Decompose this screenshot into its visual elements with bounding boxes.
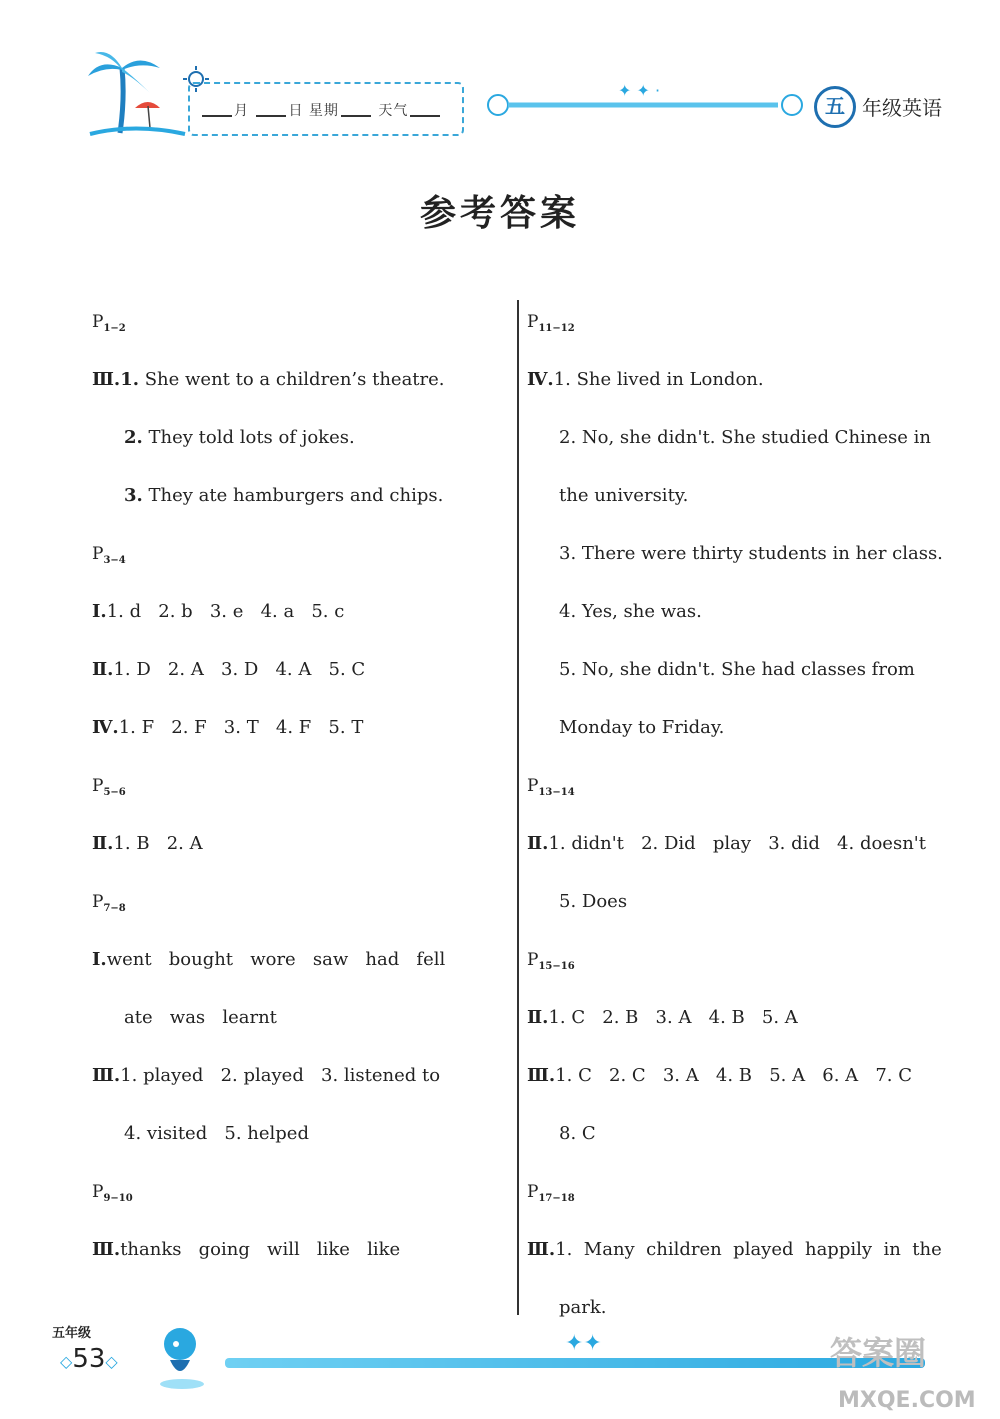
answer-text: 1. didn't 2. Did play 3. did 4. doesn't (548, 833, 926, 854)
answer-text: 1. F 2. F 3. T 4. F 5. T (118, 717, 364, 738)
watermark-url: MXQE.COM (838, 1388, 976, 1413)
section-numeral: Ⅱ. (527, 1007, 549, 1028)
page-reference-range: 5−6 (103, 787, 126, 798)
page-reference (527, 1180, 575, 1211)
answer-text: 1. C 2. B 3. A 4. B 5. A (548, 1007, 798, 1028)
page-reference-p: P (527, 950, 539, 970)
page-reference (92, 542, 126, 573)
answer-line (92, 948, 445, 972)
page-number-value: 53 (72, 1344, 106, 1374)
section-numeral: Ⅲ. (92, 1065, 121, 1086)
page-reference (527, 310, 575, 341)
section-numeral: Ⅱ. (527, 833, 549, 854)
svg-text:✦ ✦ ·: ✦ ✦ · (618, 81, 661, 100)
page-reference-p: P (92, 776, 104, 796)
day-label: 日 (288, 103, 304, 119)
section-numeral: Ⅳ. (92, 717, 119, 738)
answer-text: 1. C 2. C 3. A 4. B 5. A 6. A 7. C (555, 1065, 912, 1086)
section-numeral: Ⅲ. (527, 1239, 556, 1260)
answer-line (559, 426, 931, 450)
page-reference-range: 13−14 (538, 787, 575, 798)
page-reference-p: P (92, 892, 104, 912)
column-divider (517, 300, 519, 1315)
page-reference-p: P (527, 776, 539, 796)
answer-line (559, 1296, 607, 1320)
weather-label: 天气 (378, 103, 409, 119)
answer-text: 1. d 2. b 3. e 4. a 5. c (106, 601, 345, 622)
answer-text: 2. No, she didn't. She studied Chinese in (559, 427, 932, 448)
answer-text: 5. No, she didn't. She had classes from (559, 659, 915, 680)
answer-line (92, 658, 365, 682)
answer-text: Monday to Friday. (559, 717, 725, 738)
section-numeral: Ⅲ. (92, 369, 121, 390)
answer-text: 3. There were thirty students in her class. (559, 543, 943, 564)
answer-text: She went to a children’s theatre. (138, 369, 445, 390)
answer-text: 1. She lived in London. (553, 369, 764, 390)
answer-text: They told lots of jokes. (142, 427, 355, 448)
decorative-line (478, 80, 813, 125)
page-reference-range: 3−4 (103, 555, 126, 566)
answer-line (124, 426, 355, 450)
page-reference-p: P (527, 1182, 539, 1202)
answer-text: park. (559, 1297, 607, 1318)
page-reference-range: 1−2 (103, 323, 126, 334)
answer-text: 1. B 2. A (113, 833, 203, 854)
section-numeral: Ⅳ. (527, 369, 554, 390)
book-label: 年级英语 (862, 96, 942, 120)
section-numeral: Ⅲ. (527, 1065, 556, 1086)
cartoon-child-icon (152, 1322, 212, 1392)
answer-line (92, 832, 203, 856)
answer-line (92, 1238, 400, 1262)
question-number: 3. (124, 485, 143, 506)
answer-line (124, 1006, 277, 1030)
answer-line (527, 1064, 912, 1088)
answer-text: 4. visited 5. helped (124, 1123, 309, 1144)
sparkle-icon (565, 1326, 610, 1358)
answer-line (527, 1238, 942, 1262)
watermark-logo: 答案圈 (830, 1334, 927, 1372)
answer-text: thanks going will like like (120, 1239, 401, 1260)
footer-bar (225, 1358, 925, 1368)
answer-line (92, 600, 344, 624)
answer-text: ate was learnt (124, 1007, 277, 1028)
page-reference (92, 774, 126, 805)
answer-text: 1. D 2. A 3. D 4. A 5. C (113, 659, 366, 680)
month-label: 月 (234, 103, 249, 119)
svg-text:✦✦: ✦✦ (565, 1331, 602, 1356)
answer-line (124, 484, 443, 508)
page-reference (92, 890, 126, 921)
page-reference (92, 1180, 133, 1211)
answer-line (527, 1006, 798, 1030)
answer-line (559, 658, 915, 682)
answer-text: the university. (559, 485, 689, 506)
page-reference (527, 948, 575, 979)
diamond-icon: ◇ (105, 1352, 118, 1371)
answer-text: 1. Many children played happily in the (555, 1239, 942, 1260)
page-reference (527, 774, 575, 805)
date-fields (200, 100, 442, 120)
section-numeral: Ⅲ. (92, 1239, 121, 1260)
answer-line (92, 368, 445, 392)
page-reference-p: P (92, 1182, 104, 1202)
answer-line (92, 1064, 440, 1088)
page-reference-range: 9−10 (103, 1193, 133, 1204)
footer-grade: 五年级 (52, 1326, 92, 1341)
page-reference-range: 17−18 (538, 1193, 575, 1204)
answer-line (527, 832, 926, 856)
answer-text: 1. played 2. played 3. listened to (120, 1065, 441, 1086)
answer-text: 4. Yes, she was. (559, 601, 702, 622)
page-number (60, 1344, 118, 1374)
palm-tree-icon (80, 48, 190, 138)
page-reference-range: 7−8 (103, 903, 126, 914)
answer-line (559, 542, 943, 566)
grade-badge: 五 (814, 86, 856, 128)
answer-line (92, 716, 363, 740)
answer-text: They ate hamburgers and chips. (142, 485, 444, 506)
section-numeral: Ⅰ. (92, 949, 107, 970)
answer-text: 5. Does (559, 891, 628, 912)
page-reference-p: P (92, 312, 104, 332)
answer-line (559, 600, 702, 624)
page-reference (92, 310, 126, 341)
page-title: 参考答案 (419, 193, 580, 234)
answer-line (559, 484, 688, 508)
answer-text: went bought wore saw had fell (106, 949, 446, 970)
page-header (0, 0, 1000, 150)
answer-line (124, 1122, 309, 1146)
section-numeral: Ⅰ. (92, 601, 107, 622)
answer-line (527, 368, 764, 392)
page-reference-range: 11−12 (538, 323, 575, 334)
question-number: 1. (120, 369, 139, 390)
page-reference-range: 15−16 (538, 961, 575, 972)
answer-line (559, 716, 724, 740)
answer-line (559, 890, 627, 914)
answer-line (559, 1122, 596, 1146)
answer-text: 8. C (559, 1123, 596, 1144)
section-numeral: Ⅱ. (92, 833, 114, 854)
page-reference-p: P (527, 312, 539, 332)
diamond-icon: ◇ (60, 1352, 73, 1371)
question-number: 2. (124, 427, 143, 448)
section-numeral: Ⅱ. (92, 659, 114, 680)
page-reference-p: P (92, 544, 104, 564)
weekday-label: 星期 (308, 103, 339, 119)
